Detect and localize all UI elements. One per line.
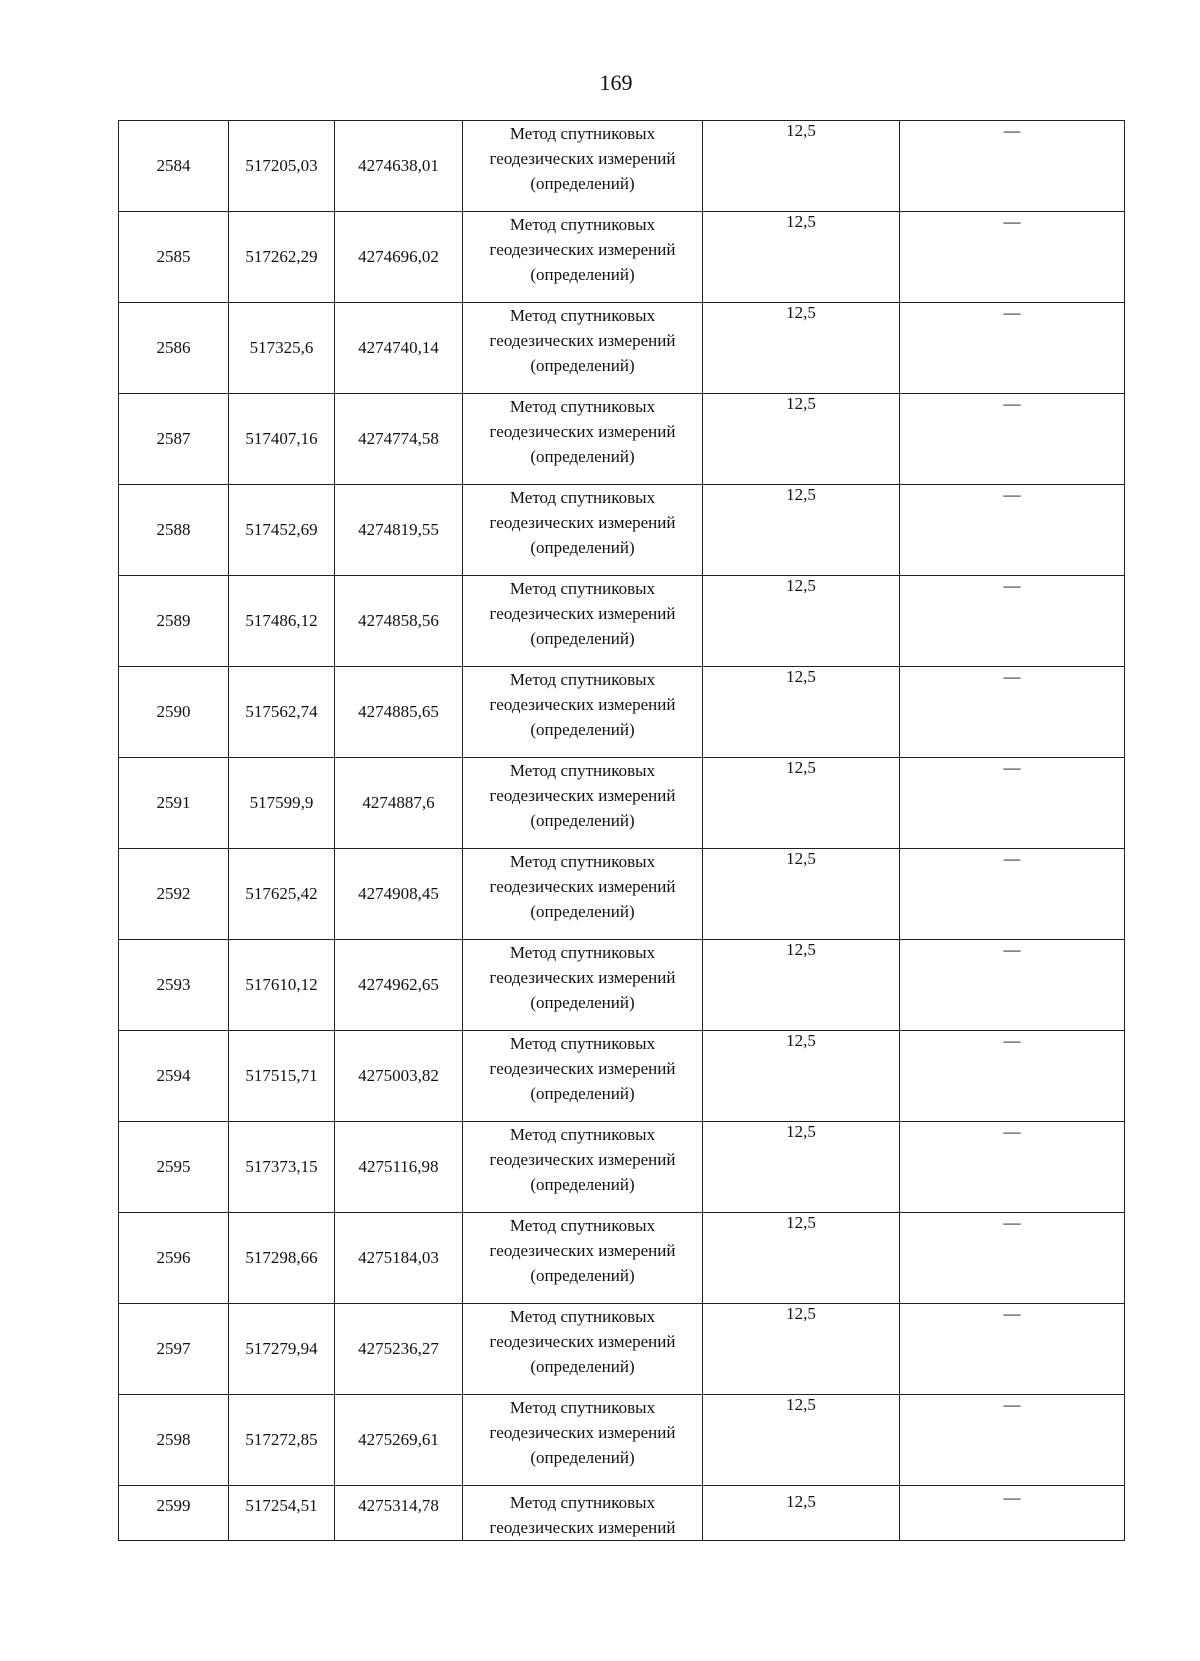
table-row: [119, 667, 1125, 758]
method-line-2: геодезических измерений: [489, 1518, 676, 1537]
table-row: [119, 1213, 1125, 1304]
method-cell: [463, 667, 703, 758]
y-coordinate-cell: 4274908,45: [335, 849, 463, 940]
note-cell: —: [900, 576, 1125, 667]
x-coordinate-cell: 517625,42: [229, 849, 335, 940]
note-cell: —: [900, 667, 1125, 758]
method-line-3: (определений): [530, 174, 635, 193]
note-cell: —: [900, 940, 1125, 1031]
method-line-2: геодезических измерений: [489, 968, 676, 987]
x-coordinate-cell: 517205,03: [229, 121, 335, 212]
accuracy-cell: 12,5: [703, 667, 900, 758]
method-line-1: Метод спутниковых: [509, 215, 656, 234]
x-coordinate-cell: 517486,12: [229, 576, 335, 667]
point-number-cell: 2594: [119, 1031, 229, 1122]
point-number-cell: 2589: [119, 576, 229, 667]
accuracy-cell: 12,5: [703, 485, 900, 576]
note-cell: —: [900, 1031, 1125, 1122]
method-line-1: Метод спутниковых: [509, 1216, 656, 1235]
y-coordinate-cell: 4274696,02: [335, 212, 463, 303]
method-line-1: Метод спутниковых: [509, 1125, 656, 1144]
method-line-3: (определений): [530, 811, 635, 830]
table-row: [119, 576, 1125, 667]
point-number-cell: 2591: [119, 758, 229, 849]
method-line-3: (определений): [530, 447, 635, 466]
table-row: [119, 1486, 1125, 1541]
coordinates-table: [118, 120, 1125, 1541]
accuracy-cell: 12,5: [703, 212, 900, 303]
method-line-2: геодезических измерений: [489, 1150, 676, 1169]
table-row: [119, 1031, 1125, 1122]
method-line-1: Метод спутниковых: [509, 488, 656, 507]
method-line-3: (определений): [530, 1357, 635, 1376]
point-number-cell: 2590: [119, 667, 229, 758]
table-row: [119, 212, 1125, 303]
y-coordinate-cell: 4274638,01: [335, 121, 463, 212]
accuracy-cell: 12,5: [703, 849, 900, 940]
point-number-cell: 2593: [119, 940, 229, 1031]
note-cell: —: [900, 1213, 1125, 1304]
coordinates-table-body: [119, 121, 1125, 1541]
method-line-2: геодезических измерений: [489, 422, 676, 441]
accuracy-cell: 12,5: [703, 758, 900, 849]
method-line-1: Метод спутниковых: [509, 943, 656, 962]
y-coordinate-cell: 4275269,61: [335, 1395, 463, 1486]
method-line-3: (определений): [530, 1266, 635, 1285]
method-cell: [463, 303, 703, 394]
method-cell: [463, 485, 703, 576]
accuracy-cell: 12,5: [703, 1304, 900, 1395]
y-coordinate-cell: 4275236,27: [335, 1304, 463, 1395]
point-number-cell: 2587: [119, 394, 229, 485]
method-cell: [463, 1486, 703, 1541]
method-line-2: геодезических измерений: [489, 604, 676, 623]
method-line-1: Метод спутниковых: [509, 852, 656, 871]
method-line-1: Метод спутниковых: [509, 761, 656, 780]
y-coordinate-cell: 4274858,56: [335, 576, 463, 667]
point-number-cell: 2596: [119, 1213, 229, 1304]
accuracy-cell: 12,5: [703, 1395, 900, 1486]
method-line-1: Метод спутниковых: [509, 1034, 656, 1053]
method-line-3: (определений): [530, 1084, 635, 1103]
x-coordinate-cell: 517298,66: [229, 1213, 335, 1304]
accuracy-cell: 12,5: [703, 1213, 900, 1304]
note-cell: —: [900, 394, 1125, 485]
x-coordinate-cell: 517279,94: [229, 1304, 335, 1395]
table-row: [119, 940, 1125, 1031]
method-line-1: Метод спутниковых: [509, 1398, 656, 1417]
y-coordinate-cell: 4274887,6: [335, 758, 463, 849]
method-line-2: геодезических измерений: [489, 513, 676, 532]
method-line-3: (определений): [530, 902, 635, 921]
accuracy-cell: 12,5: [703, 576, 900, 667]
method-line-2: геодезических измерений: [489, 1059, 676, 1078]
note-cell: —: [900, 121, 1125, 212]
accuracy-cell: 12,5: [703, 303, 900, 394]
method-line-1: Метод спутниковых: [509, 1493, 656, 1512]
x-coordinate-cell: 517272,85: [229, 1395, 335, 1486]
x-coordinate-cell: 517262,29: [229, 212, 335, 303]
y-coordinate-cell: 4274819,55: [335, 485, 463, 576]
x-coordinate-cell: 517515,71: [229, 1031, 335, 1122]
point-number-cell: 2592: [119, 849, 229, 940]
table-row: [119, 394, 1125, 485]
method-line-2: геодезических измерений: [489, 240, 676, 259]
note-cell: —: [900, 212, 1125, 303]
method-line-3: (определений): [530, 538, 635, 557]
x-coordinate-cell: 517407,16: [229, 394, 335, 485]
accuracy-cell: 12,5: [703, 394, 900, 485]
method-line-1: Метод спутниковых: [509, 124, 656, 143]
note-cell: —: [900, 758, 1125, 849]
method-line-3: (определений): [530, 720, 635, 739]
table-row: [119, 121, 1125, 212]
point-number-cell: 2598: [119, 1395, 229, 1486]
method-cell: [463, 940, 703, 1031]
point-number-cell: 2599: [119, 1486, 229, 1541]
y-coordinate-cell: 4275314,78: [335, 1486, 463, 1541]
method-line-3: (определений): [530, 1175, 635, 1194]
x-coordinate-cell: 517599,9: [229, 758, 335, 849]
x-coordinate-cell: 517610,12: [229, 940, 335, 1031]
method-line-1: Метод спутниковых: [509, 306, 656, 325]
y-coordinate-cell: 4274740,14: [335, 303, 463, 394]
method-line-2: геодезических измерений: [489, 331, 676, 350]
table-row: [119, 1395, 1125, 1486]
y-coordinate-cell: 4274885,65: [335, 667, 463, 758]
point-number-cell: 2588: [119, 485, 229, 576]
method-line-1: Метод спутниковых: [509, 579, 656, 598]
y-coordinate-cell: 4275184,03: [335, 1213, 463, 1304]
method-line-2: геодезических измерений: [489, 1332, 676, 1351]
method-line-3: (определений): [530, 356, 635, 375]
method-line-1: Метод спутниковых: [509, 397, 656, 416]
method-line-2: геодезических измерений: [489, 1241, 676, 1260]
point-number-cell: 2585: [119, 212, 229, 303]
method-line-1: Метод спутниковых: [509, 1307, 656, 1326]
accuracy-cell: 12,5: [703, 1031, 900, 1122]
method-line-1: Метод спутниковых: [509, 670, 656, 689]
method-cell: [463, 1031, 703, 1122]
accuracy-cell: 12,5: [703, 940, 900, 1031]
method-cell: [463, 1304, 703, 1395]
note-cell: —: [900, 1304, 1125, 1395]
x-coordinate-cell: 517373,15: [229, 1122, 335, 1213]
method-cell: [463, 1395, 703, 1486]
method-cell: [463, 121, 703, 212]
method-line-2: геодезических измерений: [489, 1423, 676, 1442]
point-number-cell: 2584: [119, 121, 229, 212]
accuracy-cell: 12,5: [703, 121, 900, 212]
accuracy-cell: 12,5: [703, 1122, 900, 1213]
method-line-3: (определений): [530, 1448, 635, 1467]
method-line-3: (определений): [530, 993, 635, 1012]
note-cell: —: [900, 1486, 1125, 1541]
method-cell: [463, 1213, 703, 1304]
note-cell: —: [900, 1395, 1125, 1486]
method-line-2: геодезических измерений: [489, 786, 676, 805]
method-line-3: (определений): [530, 265, 635, 284]
point-number-cell: 2597: [119, 1304, 229, 1395]
method-line-2: геодезических измерений: [489, 877, 676, 896]
method-line-2: геодезических измерений: [489, 149, 676, 168]
method-cell: [463, 758, 703, 849]
note-cell: —: [900, 303, 1125, 394]
method-cell: [463, 849, 703, 940]
accuracy-cell: 12,5: [703, 1486, 900, 1541]
table-row: [119, 1304, 1125, 1395]
y-coordinate-cell: 4274774,58: [335, 394, 463, 485]
x-coordinate-cell: 517562,74: [229, 667, 335, 758]
note-cell: —: [900, 1122, 1125, 1213]
table-row: [119, 1122, 1125, 1213]
method-cell: [463, 576, 703, 667]
table-row: [119, 303, 1125, 394]
y-coordinate-cell: 4275003,82: [335, 1031, 463, 1122]
y-coordinate-cell: 4275116,98: [335, 1122, 463, 1213]
method-cell: [463, 1122, 703, 1213]
note-cell: —: [900, 485, 1125, 576]
y-coordinate-cell: 4274962,65: [335, 940, 463, 1031]
table-row: [119, 758, 1125, 849]
table-row: [119, 485, 1125, 576]
note-cell: —: [900, 849, 1125, 940]
point-number-cell: 2595: [119, 1122, 229, 1213]
method-cell: [463, 212, 703, 303]
x-coordinate-cell: 517452,69: [229, 485, 335, 576]
method-cell: [463, 394, 703, 485]
method-line-3: (определений): [530, 629, 635, 648]
method-line-2: геодезических измерений: [489, 695, 676, 714]
table-row: [119, 849, 1125, 940]
x-coordinate-cell: 517325,6: [229, 303, 335, 394]
point-number-cell: 2586: [119, 303, 229, 394]
page-number: 169: [599, 70, 633, 95]
x-coordinate-cell: 517254,51: [229, 1486, 335, 1541]
